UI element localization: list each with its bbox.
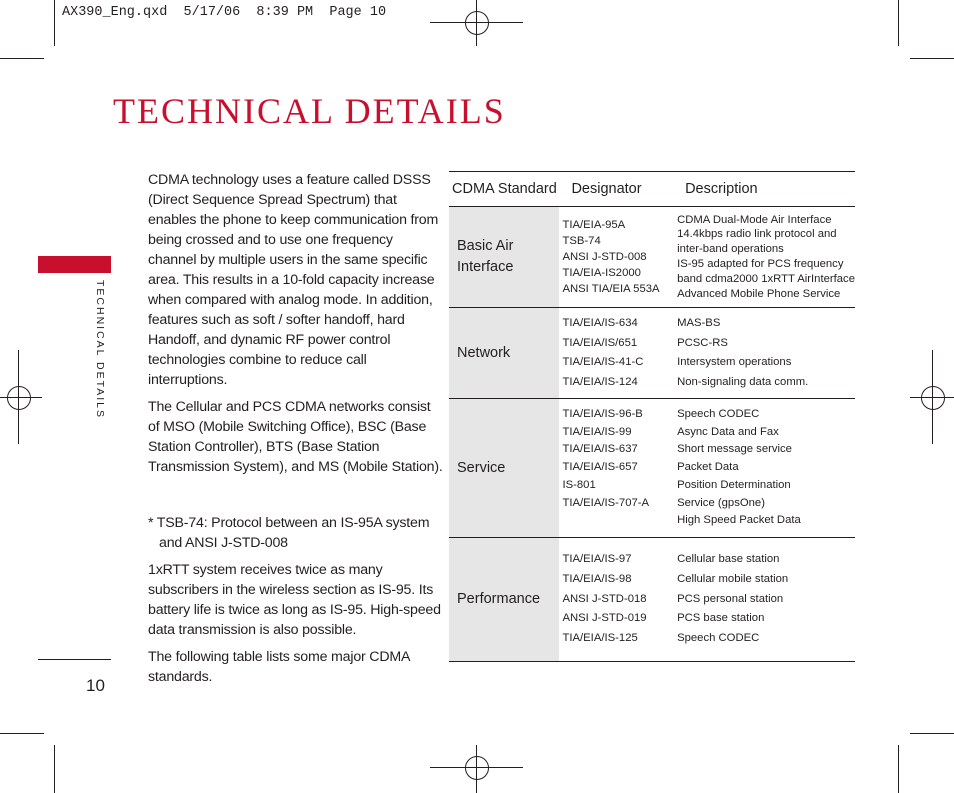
body-text xyxy=(148,170,444,694)
paragraph-dsss: CDMA technology uses a feature called DSSS (Direct Sequence Spread Spectrum) that enables the phone to keep communication from being crossed and to use one frequency channel by multiple users in the same specific area. This results in a 10-fold capacity increase when compared with analog mode. In addition, features such as soft / softer handoff, hard Handoff, and dynamic RF power control technologies combine to reduce call interruptions. xyxy=(148,172,439,388)
designator-cell: TIA/EIA-95A TSB-74 ANSI J-STD-008 TIA/EIA-IS2000 ANSI TIA/EIA 553A xyxy=(559,207,673,308)
footer-rule xyxy=(38,659,111,660)
column-header-designator: Designator xyxy=(559,172,673,207)
table-header-row xyxy=(449,172,855,207)
crop-mark xyxy=(910,58,954,59)
description-cell: MAS-BS PCSC-RS Intersystem operations Non-signaling data comm. xyxy=(673,308,855,399)
description-cell: Cellular base station Cellular mobile station PCS personal station PCS base station Speech CODEC xyxy=(673,538,855,662)
page-title: TECHNICAL DETAILS xyxy=(113,91,506,131)
table-row-service xyxy=(449,399,855,538)
description-cell: CDMA Dual-Mode Air Interface 14.4kbps radio link protocol and inter-band operations IS-95 adapted for PCS frequency band cdma2000 1xRTT AirInterface Advanced Mobile Phone Service xyxy=(673,207,855,308)
table-row-network xyxy=(449,308,855,399)
crop-mark xyxy=(910,733,954,734)
print-slug: AX390_Eng.qxd 5/17/06 8:39 PM Page 10 xyxy=(62,5,387,20)
side-section-label: TECHNICAL DETAILS xyxy=(94,280,106,420)
description-cell: Speech CODEC Async Data and Fax Short message service Packet Data Position Determination Service (gpsOne) High Speed Packet Data xyxy=(673,399,855,538)
standard-cell: Basic Air Interface xyxy=(449,207,559,308)
column-header-standard: CDMA Standard xyxy=(449,172,559,207)
column-header-description: Description xyxy=(673,172,855,207)
designator-cell: TIA/EIA/IS-96-B TIA/EIA/IS-99 TIA/EIA/IS-637 TIA/EIA/IS-657 IS-801 TIA/EIA/IS-707-A xyxy=(559,399,673,538)
page-number: 10 xyxy=(86,676,105,695)
crop-mark xyxy=(54,0,55,46)
crop-mark xyxy=(54,745,55,793)
designator-cell: TIA/EIA/IS-634 TIA/EIA/IS/651 TIA/EIA/IS-41-C TIA/EIA/IS-124 xyxy=(559,308,673,399)
footnote-tsb74: * TSB-74: Protocol between an IS-95A system and ANSI J-STD-008 xyxy=(148,515,430,551)
designator-cell: TIA/EIA/IS-97 TIA/EIA/IS-98 ANSI J-STD-018 ANSI J-STD-019 TIA/EIA/IS-125 xyxy=(559,538,673,662)
paragraph-networks: The Cellular and PCS CDMA networks consist of MSO (Mobile Switching Office), BSC (Base Station Controller), BTS (Base Station Transmission System), and MS (Mobile Station). xyxy=(148,399,443,475)
crop-mark xyxy=(0,733,44,734)
paragraph-1xrtt: 1xRTT system receives twice as many subscribers in the wireless section as IS-95. Its battery life is twice as long as IS-95. High-speed data transmission is also possible. xyxy=(148,562,441,638)
standard-cell: Network xyxy=(449,308,559,399)
standard-cell: Service xyxy=(449,399,559,538)
table-row-performance xyxy=(449,538,855,662)
table-row-basic-air-interface xyxy=(449,207,855,308)
paragraph-table-intro: The following table lists some major CDMA standards. xyxy=(148,649,410,685)
side-accent-bar xyxy=(38,256,111,273)
crop-mark xyxy=(0,58,44,59)
crop-mark xyxy=(898,745,899,793)
crop-mark xyxy=(898,0,899,46)
standard-cell: Performance xyxy=(449,538,559,662)
cdma-standards-table xyxy=(449,171,855,662)
